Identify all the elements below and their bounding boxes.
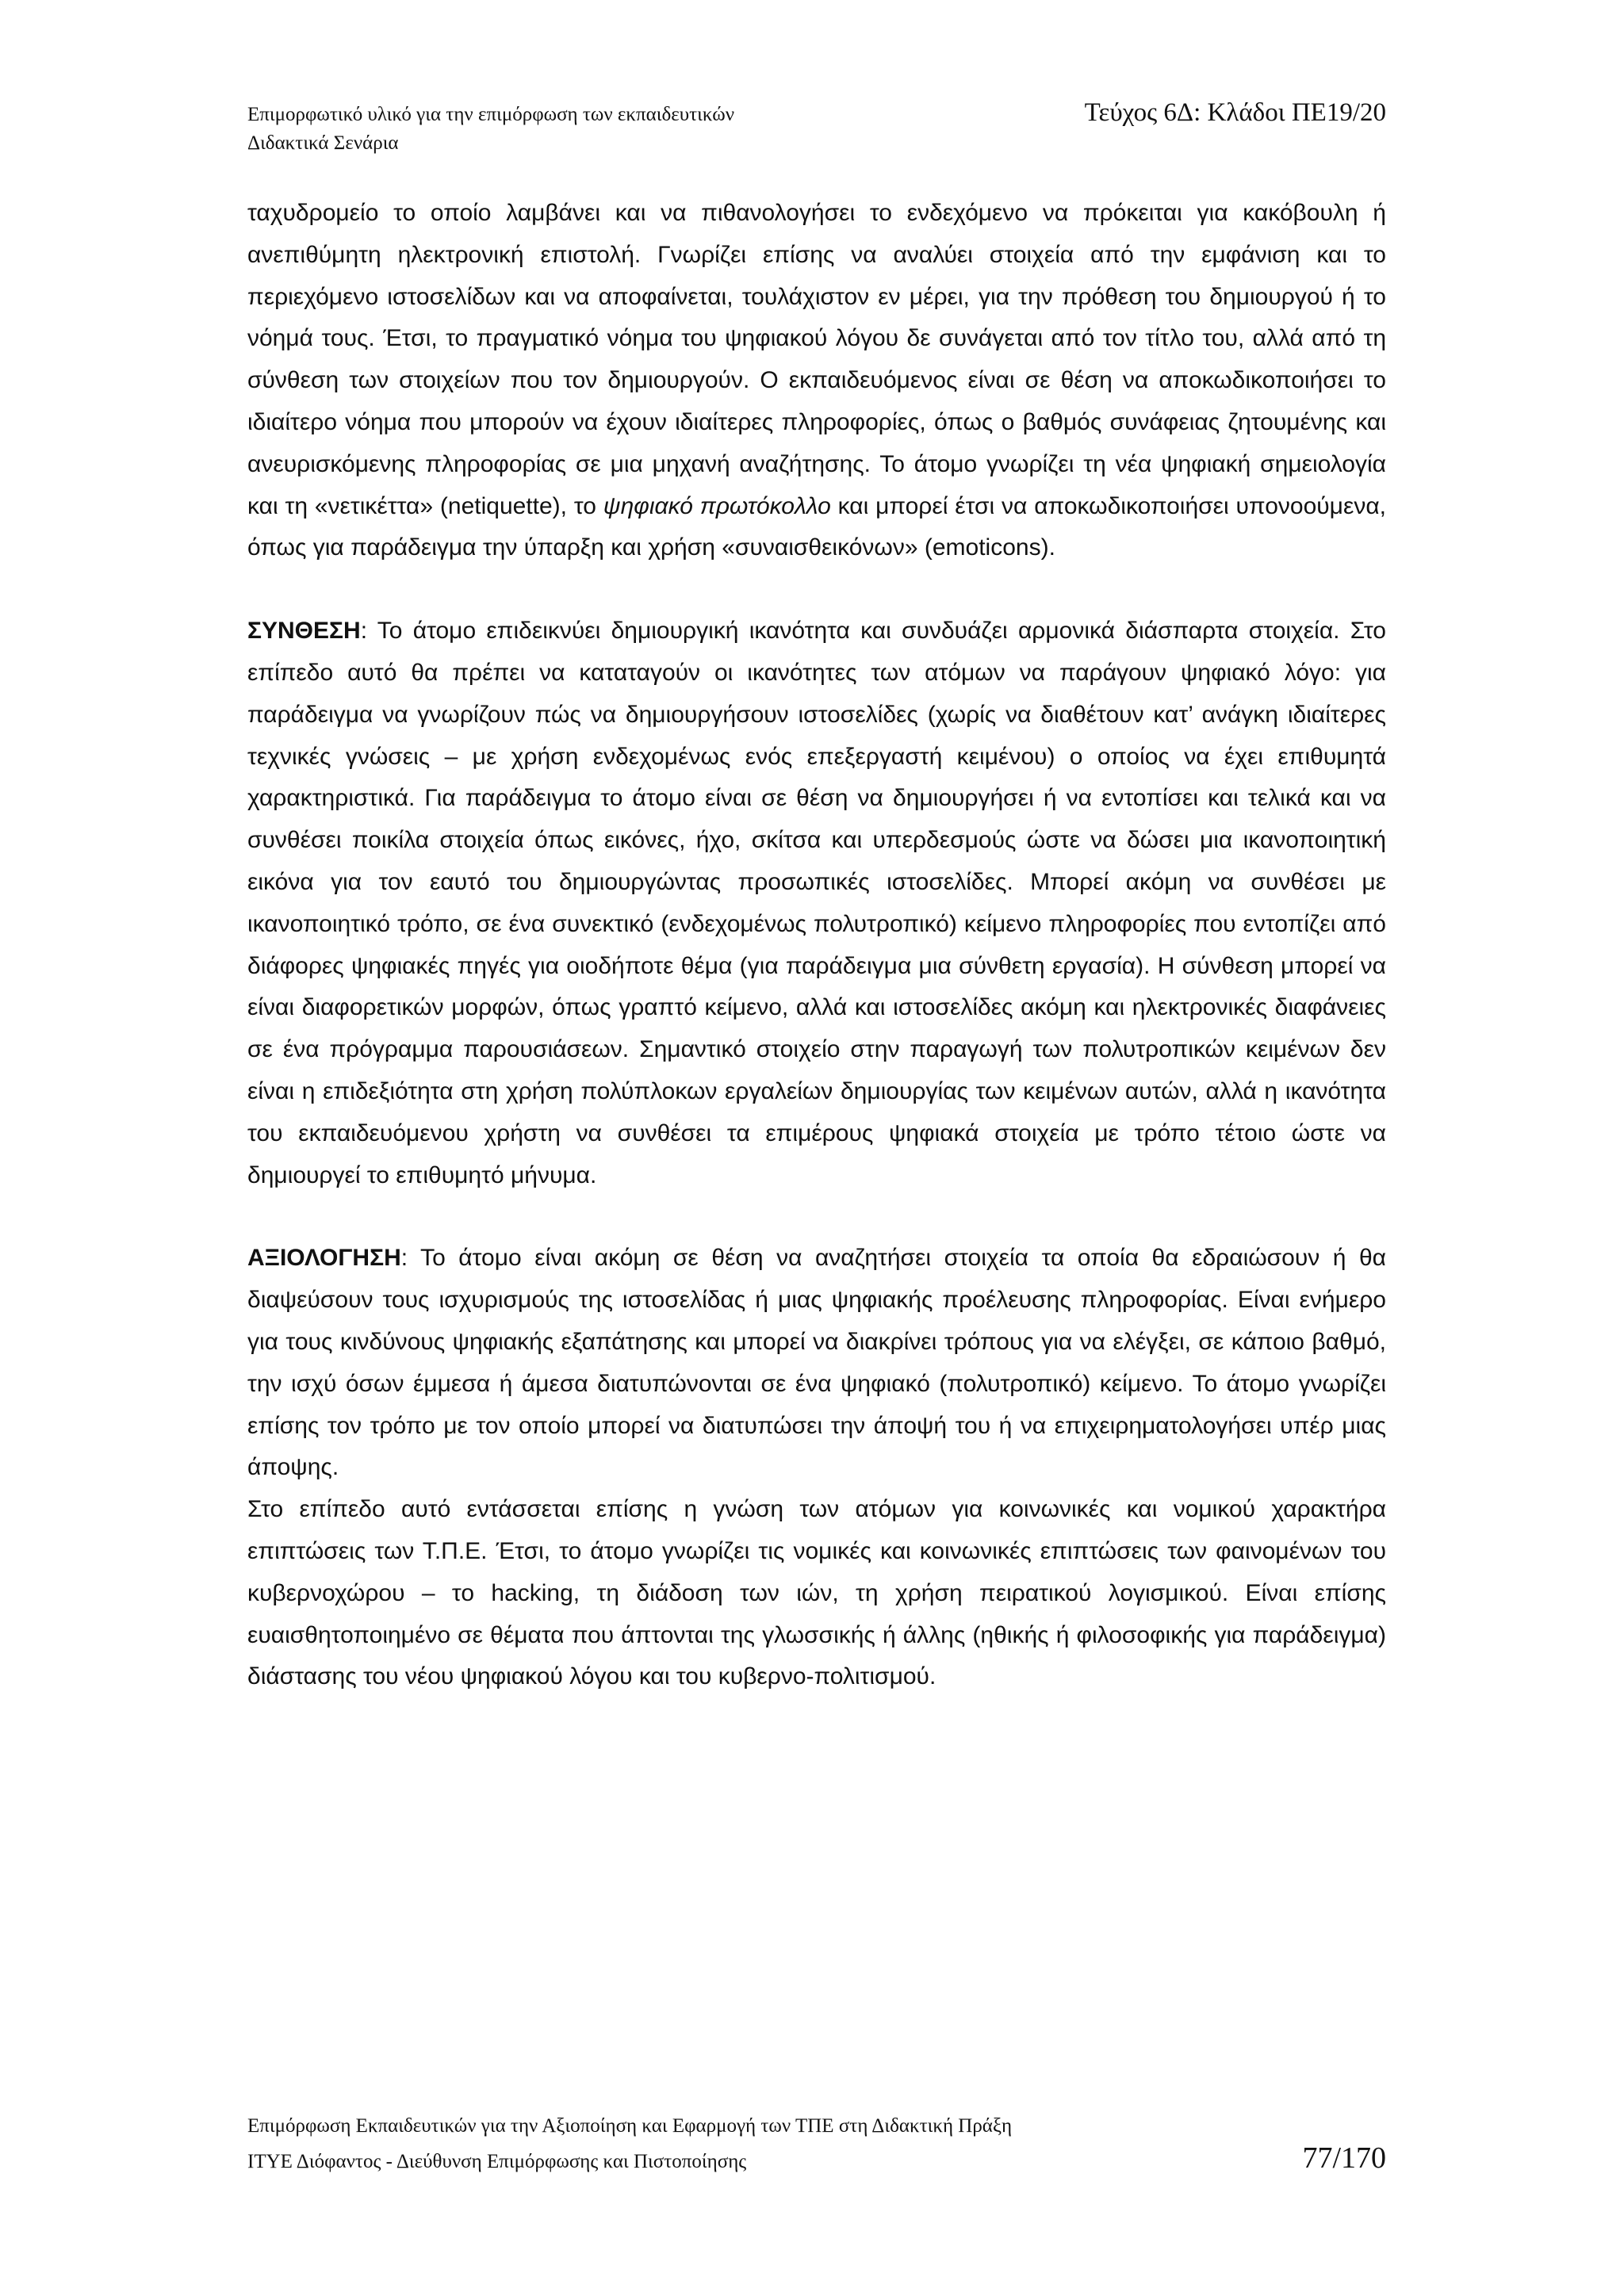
paragraph-1 [247,193,1386,569]
evaluation-text: : Το άτομο είναι ακόμη σε θέση να αναζητήσει στοιχεία τα οποία θα εδραιώσουν ή θα διαψεύσουν τους ισχυρισμούς της ιστοσελίδας ή μιας ψηφιακής προέλευσης πληροφορίας. Είναι ενήμερο για τους κινδύνους ψηφιακής εξαπάτησης και μπορεί να διακρίνει τρόπους για να ελέγξει, σε κάποιο βαθμό, την ισχύ όσων έμμεσα ή άμεσα διατυπώνονται σε ένα ψηφιακό (πολυτροπικό) κείμενο. Το άτομο γνωρίζει επίσης τον τρόπο με τον οποίο μπορεί να διατυπώσει την άποψή του ή να επιχειρηματολογήσει υπέρ μιας άποψης. [247,1245,1386,1481]
paragraph-1-text-a: ταχυδρομείο το οποίο λαμβάνει και να πιθανολογήσει το ενδεχόμενο να πρόκειται για κακόβουλη ή ανεπιθύμητη ηλεκτρονική επιστολή. Γνωρίζει επίσης να αναλύει στοιχεία από την εμφάνιση και το περιεχόμενο ιστοσελίδων και να αποφαίνεται, τουλάχιστον εν μέρει, για την πρόθεση του δημιουργού ή το νόημά τους. Έτσι, το πραγματικό νόημα του ψηφιακού λόγου δε συνάγεται από τον τίτλο του, αλλά από τη σύνθεση των στοιχείων που τον δημιουργούν. Ο εκπαιδευόμενος είναι σε θέση να αποκωδικοποιήσει το ιδιαίτερο νόημα που μπορούν να έχουν ιδιαίτερες πληροφορίες, όπως ο βαθμός συνάφειας ζητουμένης και ανευρισκόμενης πληροφορίας σε μια μηχανή αναζήτησης. Το άτομο γνωρίζει τη νέα ψηφιακή σημειολογία και τη «νετικέττα» (netiquette), το [247,200,1386,519]
footer-program-title: Επιμόρφωση Εκπαιδευτικών για την Αξιοποίηση και Εφαρμογή των ΤΠΕ στη Διδακτική Πράξη [247,2115,1013,2137]
header-row [247,98,1386,129]
paragraph-1-text-b: και μπορεί έτσι να αποκωδικοποιήσει υπονοούμενα, όπως για παράδειγμα την ύπαρξη και χρήση «συναισθεικόνων» (emoticons). [247,492,1387,561]
header-issue: Τεύχος 6Δ: Κλάδοι ΠΕ19/20 [1084,98,1386,127]
document-body [247,193,1386,1698]
synthesis-heading: ΣΥΝΘΕΣΗ [247,618,361,645]
footer-row [247,2142,1386,2178]
paragraph-synthesis [247,610,1386,1196]
paragraph-ict-impacts: Στο επίπεδο αυτό εντάσσεται επίσης η γνώση των ατόμων για κοινωνικές και νομικού χαρακτήρα επιπτώσεις των Τ.Π.Ε. Έτσι, το άτομο γνωρίζει τις νομικές και κοινωνικές επιπτώσεις των φαινομένων του κυβερνοχώρου – το hacking, τη διάδοση των ιών, τη χρήση πειρατικού λογισμικού. Είναι επίσης ευαισθητοποιημένο σε θέματα που άπτονται της γλωσσικής ή άλλης (ηθικής ή φιλοσοφικής για παράδειγμα) διάστασης του νέου ψηφιακού λόγου και του κυβερνο-πολιτισμού. [247,1496,1386,1690]
paragraph-evaluation [247,1238,1386,1489]
synthesis-text: : Το άτομο επιδεικνύει δημιουργική ικανότητα και συνδυάζει αρμονικά διάσπαρτα στοιχεία. Στο επίπεδο αυτό θα πρέπει να καταταγούν οι ικανότητες των ατόμων να παράγουν ψηφιακό λόγο: για παράδειγμα να γνωρίζουν πώς να δημιουργήσουν ιστοσελίδες (χωρίς να διαθέτουν κατ’ ανάγκη ιδιαίτερες τεχνικές γνώσεις – με χρήση ενδεχομένως ενός επεξεργαστή κειμένου) ο οποίος να έχει επιθυμητά χαρακτηριστικά. Για παράδειγμα το άτομο είναι σε θέση να δημιουργήσει ή να εντοπίσει και τελικά και να συνθέσει ποικίλα στοιχεία όπως εικόνες, ήχο, σκίτσα και υπερδεσμούς ώστε να δώσει μια ικανοποιητική εικόνα για τον εαυτό του δημιουργώντας προσωπικές ιστοσελίδες. Μπορεί ακόμη να συνθέσει με ικανοποιητικό τρόπο, σε ένα συνεκτικό (ενδεχομένως πολυτροπικό) κείμενο πληροφορίες που εντοπίζει από διάφορες ψηφιακές πηγές για οιοδήποτε θέμα (για παράδειγμα μια σύνθετη εργασία). Η σύνθεση μπορεί να είναι διαφορετικών μορφών, όπως γραπτό κείμενο, αλλά και ιστοσελίδες ακόμη και ηλεκτρονικές διαφάνειες σε ένα πρόγραμμα παρουσιάσεων. Σημαντικό στοιχείο στην παραγωγή των πολυτροπικών κειμένων δεν είναι η επιδεξιότητα στη χρήση πολύπλοκων εργαλείων δημιουργίας των κειμένων αυτών, αλλά η ικανότητα του εκπαιδευόμενου χρήστη να συνθέσει τα επιμέρους ψηφιακά στοιχεία με τρόπο τέτοιο ώστε να δημιουργεί το επιθυμητό μήνυμα. [247,618,1386,1188]
paragraph-1-italic: ψηφιακό πρωτόκολλο [603,492,831,519]
page-footer [247,2110,1386,2178]
header-subtitle: Διδακτικά Σενάρια [247,132,399,154]
evaluation-heading: ΑΞΙΟΛΟΓΗΣΗ [247,1245,401,1272]
header-left-title: Επιμορφωτικό υλικό για την επιμόρφωση των εκπαιδευτικών [247,104,735,125]
footer-organization: ΙΤΥΕ Διόφαντος - Διεύθυνση Επιμόρφωσης και Πιστοποίησης [247,2151,747,2172]
page-header [247,98,1386,158]
page-number: 77/170 [1302,2141,1386,2175]
